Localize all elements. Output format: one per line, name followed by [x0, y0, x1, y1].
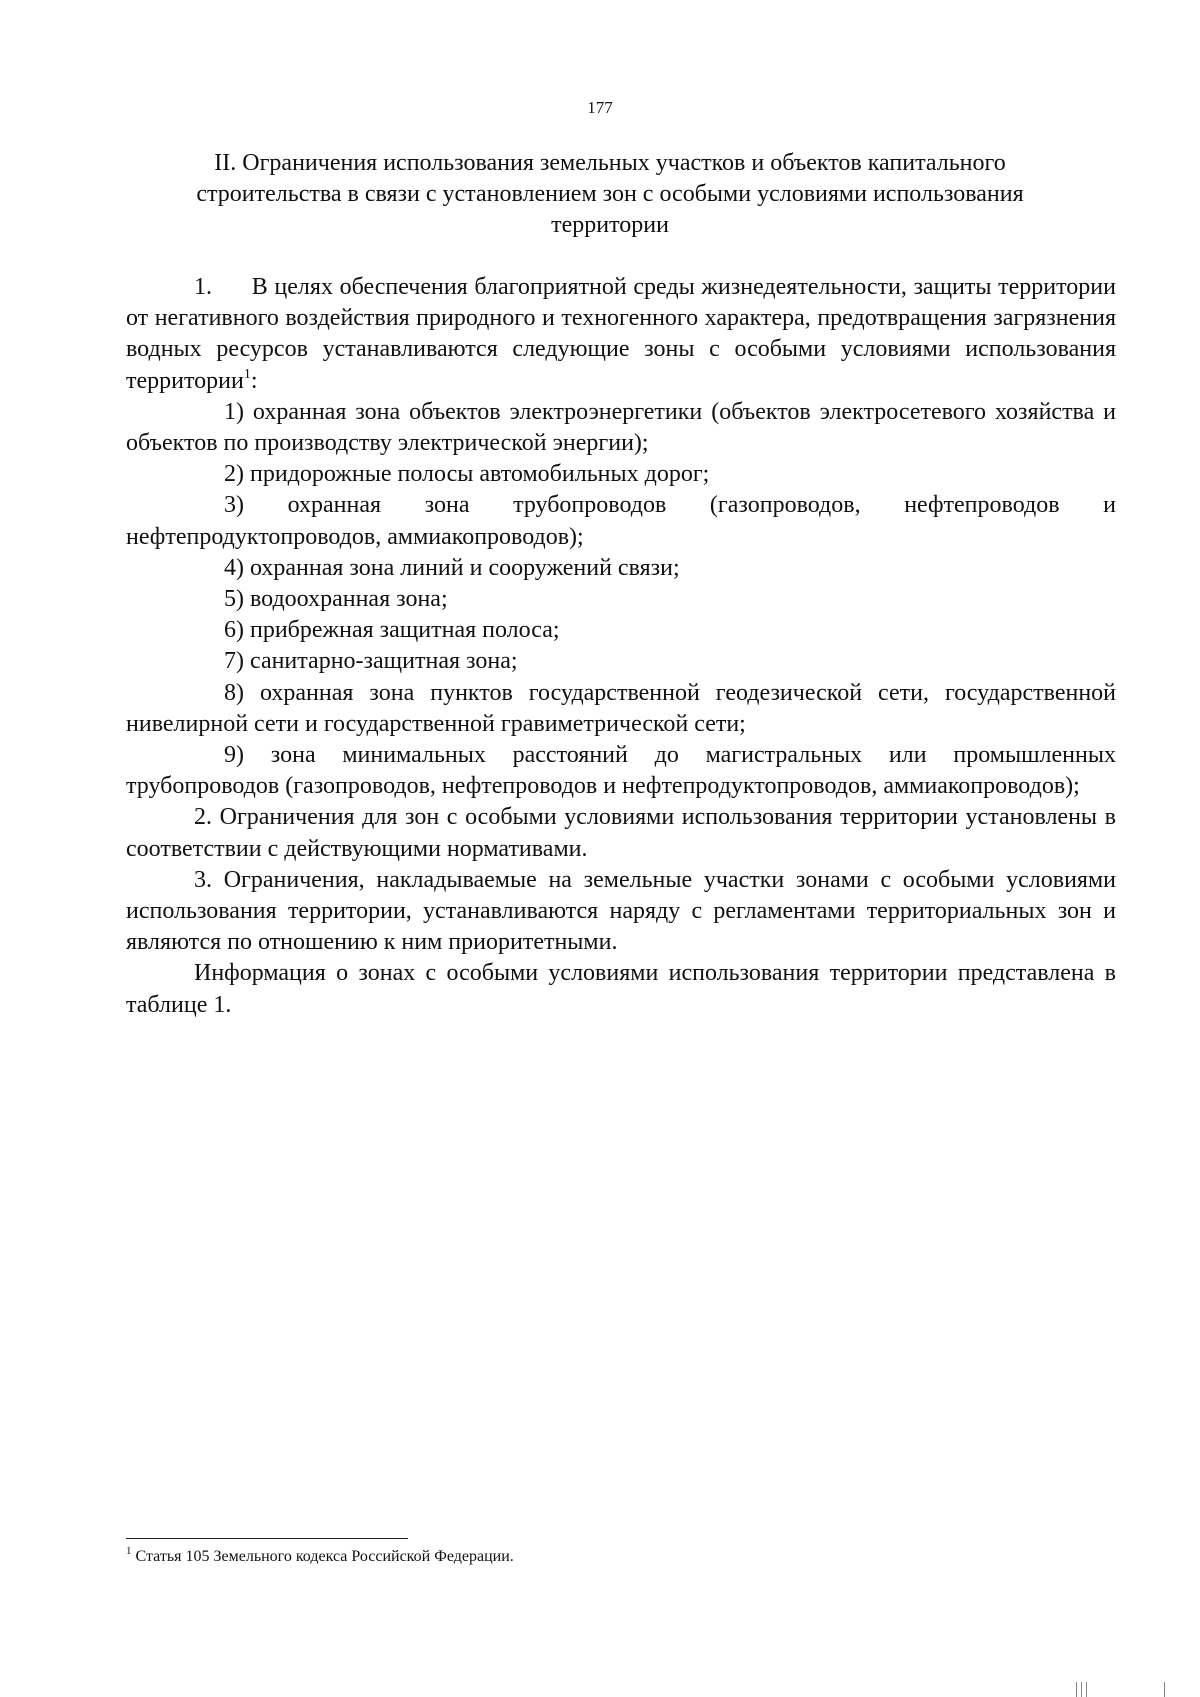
paragraph-2: 2. Ограничения для зон с особыми условиями использования территории установлены в соответствии с действующими нормативами. — [126, 804, 1116, 862]
zone-item-4: 4) охранная зона линий и сооружений связи; — [224, 554, 680, 581]
footnote — [126, 1546, 1026, 1568]
page-number: 177 — [587, 98, 613, 117]
footnote-divider — [126, 1538, 408, 1539]
paragraph-3: 3. Ограничения, накладываемые на земельные участки зонами с особыми условиями использования территории, устанавливаются наряду с регламентами территориальных зон и являются по отношению к ним приоритетными. — [126, 866, 1116, 956]
document-body — [126, 272, 1116, 1021]
zone-item-3: 3) охранная зона трубопроводов (газопроводов, нефтепроводов и нефтепродуктопроводов, аммиакопроводов); — [126, 492, 1116, 550]
footnote-text: Статья 105 Земельного кодекса Российской Федерации. — [135, 1548, 514, 1565]
zone-item-5: 5) водоохранная зона; — [224, 586, 448, 613]
zone-item-7: 7) санитарно-защитная зона; — [224, 648, 518, 675]
zone-item-2: 2) придорожные полосы автомобильных дорог; — [224, 461, 710, 488]
scan-edge-marks — [1076, 1682, 1176, 1697]
section-title: II. Ограничения использования земельных участков и объектов капитального строительства в связи с установлением зон с особыми условиями использования территории — [196, 150, 1024, 238]
zone-item-6: 6) прибрежная защитная полоса; — [224, 617, 560, 644]
paragraph-info: Информация о зонах с особыми условиями использования территории представлена в таблице 1. — [126, 960, 1116, 1018]
intro-colon: : — [250, 367, 258, 394]
zone-item-9: 9) зона минимальных расстояний до магистральных или промышленных трубопроводов (газопроводов, нефтепроводов и нефтепродуктопроводов, аммиакопроводов); — [126, 742, 1116, 800]
footnote-mark: 1 — [126, 1545, 132, 1557]
intro-text: В целях обеспечения благоприятной среды жизнедеятельности, защиты территории от негативного воздействия природного и техногенного характера, предотвращения загрязнения водных ресурсов устанавливаются следующие зоны с особыми условиями использования территории — [126, 274, 1116, 394]
zone-item-1: 1) охранная зона объектов электроэнергетики (объектов электросетевого хозяйства и объектов по производству электрической энергии); — [126, 398, 1116, 457]
footnote-reference: 1 — [243, 366, 251, 382]
intro-number: 1. — [194, 274, 212, 300]
intro-paragraph — [126, 272, 1116, 397]
zone-item-8: 8) охранная зона пунктов государственной геодезической сети, государственной нивелирной сети и государственной гравиметрической сети; — [126, 679, 1116, 737]
